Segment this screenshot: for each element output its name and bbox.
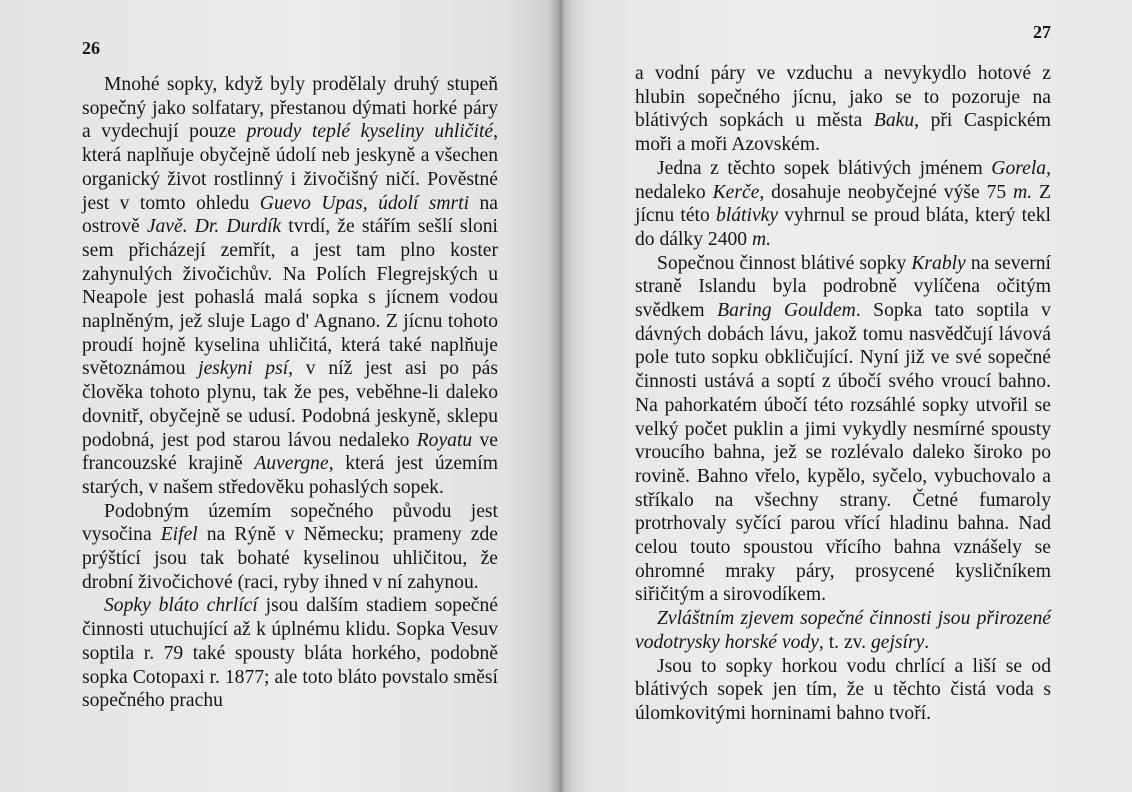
- paragraph: [82, 73, 498, 500]
- italic-text: blátivky: [716, 205, 779, 227]
- text-run: .: [924, 631, 930, 653]
- text-run: Jsou to sopky horkou vodu chrlící a liší se od blátivých sopek jen tím, že u těchto čistá voda s úlomkovitými horninami bahno tvoří.: [635, 655, 1051, 724]
- italic-text: m.: [1013, 181, 1033, 203]
- italic-text: Eifel: [160, 524, 198, 546]
- text-run: a vodní páry ve vzduchu a nevykydlo hotové z hlubin sopečného jícnu, jako se to pozoruje na blátivých sopkách u města: [635, 63, 1051, 132]
- text-run: ve francouzské krajině: [82, 429, 498, 475]
- italic-text: Sopky bláto chrlící: [104, 595, 258, 617]
- page-body-text: [635, 62, 1051, 726]
- left-page: [0, 0, 560, 792]
- text-run: vyhrnul se proud bláta, který tekl do dálky 2400: [635, 205, 1051, 250]
- text-run: Mnohé sopky, když byly prodělaly druhý stupeň sopečný jako solfatary, přestanou dýmati horké páry a vydechují pouze: [82, 74, 498, 143]
- text-run: , která jest územím starých, v našem středověku pohaslých sopek.: [82, 453, 498, 498]
- italic-text: Baku: [873, 110, 915, 132]
- text-run: jsou dalším stadiem sopečné činnosti utuchující až k úplnému klidu. Sopka Vesuv soptila r. 79 také spousty bláta horkého, podobně sopka Cotopaxi r. 1877; ale toto bláto povstalo směsí sopečného prachu: [82, 595, 498, 712]
- text-run: , dosahuje neobyčejné výše 75: [759, 181, 1014, 203]
- paragraph: [635, 655, 1051, 726]
- text-run: , nedaleko: [635, 157, 1051, 203]
- page-number: 26: [82, 38, 100, 58]
- text-run: tvrdí, že stářím sešlí sloni sem přicházejí zemřít, a jest tam plno koster zahynulých živočichův. Na Polích Flegrejských u Neapole jest pohaslá malá sopka s jícnem vodou naplněným, jež sluje Lago d' Agnano. Z jícnu tohoto proudí hojně kyselina uhličitá, která také naplňuje světoznámou: [82, 216, 498, 380]
- text-run: na Rýně v Německu; prameny zde prýštící jsou tak bohaté kyselinou uhličitou, že drobní živočichové (raci, ryby ihned v ní zahynou.: [82, 524, 498, 593]
- text-run: Jedna z těchto sopek blátivých jménem: [657, 157, 992, 179]
- paragraph: [635, 607, 1051, 654]
- italic-text: Javě. Dr. Durdík: [146, 216, 282, 238]
- italic-text: gejsíry: [870, 631, 925, 653]
- italic-text: Auvergne: [254, 453, 329, 475]
- page-number: 27: [1033, 22, 1051, 42]
- paragraph: [82, 594, 498, 713]
- italic-text: Guevo Upas, údolí smrti: [259, 192, 470, 214]
- paragraph: [635, 62, 1051, 157]
- text-run: na ostrově: [82, 192, 498, 238]
- text-run: , která naplňuje obyčejně údolí neb jeskyně a všechen organický život rostlinný i živočišný ničí. Pověstné jest v tomto ohledu: [82, 121, 498, 214]
- italic-text: m.: [752, 228, 772, 250]
- italic-text: Kerče: [712, 181, 760, 203]
- text-run: . Sopka tato soptila v dávných dobách lávu, jakož tomu nasvědčují lávová pole tuto sopku obkličující. Nyní již ve své sopečné činnosti ustává a soptí z úbočí svého vroucí bahno. Na pahorkatém úbočí této rozsáhlé sopky utvořil se velký počet puklin a jimi vykydly nesmírné spousty vroucího bahna, jež se rozlévalo daleko široko po rovině. Bahno vřelo, kypělo, syčelo, vybuchovalo a stříkalo na všechny strany. Četné fumaroly protrhovaly syčící parou vřící hladinu bahna. Nad celou touto spoustou vřícího bahna vznášely se ohromné mraky páry, prosycené kysličníkem siřičitým a sirovodíkem.: [635, 300, 1051, 606]
- paragraph: [635, 252, 1051, 608]
- italic-text: Royatu: [416, 429, 473, 451]
- text-run: na severní straně Islandu byla podrobně vylíčena očitým svědkem: [635, 252, 1051, 322]
- paragraph: [82, 500, 498, 595]
- italic-text: proudy teplé kyseliny uhličité: [246, 121, 494, 143]
- book-gutter: [548, 0, 572, 792]
- right-page: [560, 0, 1132, 792]
- italic-text: Krably: [911, 252, 966, 274]
- text-run: Sopečnou činnost blátivé sopky: [657, 252, 912, 274]
- page-body-text: [82, 73, 498, 713]
- text-run: Z jícnu této: [635, 181, 1052, 227]
- text-run: Podobným územím sopečného původu jest vysočina: [82, 500, 498, 546]
- text-run: , při Caspickém moři a moři Azovském.: [635, 110, 1051, 156]
- italic-text: Zvláštním zjevem sopečné činnosti jsou přirozené vodotrysky horské vody: [635, 608, 1051, 653]
- text-run: , v níž jest asi po pás člověka tohoto plynu, tak že pes, veběhne-li daleko dovnitř, obyčejně se udusí. Podobná jeskyně, sklepu podobná, jest pod starou lávou nedaleko: [82, 358, 498, 451]
- italic-text: Baring Gouldem: [717, 300, 856, 322]
- paragraph: [635, 157, 1051, 252]
- italic-text: Gorela: [991, 157, 1047, 179]
- italic-text: jeskyni psí: [198, 358, 289, 380]
- text-run: , t. zv.: [818, 631, 871, 653]
